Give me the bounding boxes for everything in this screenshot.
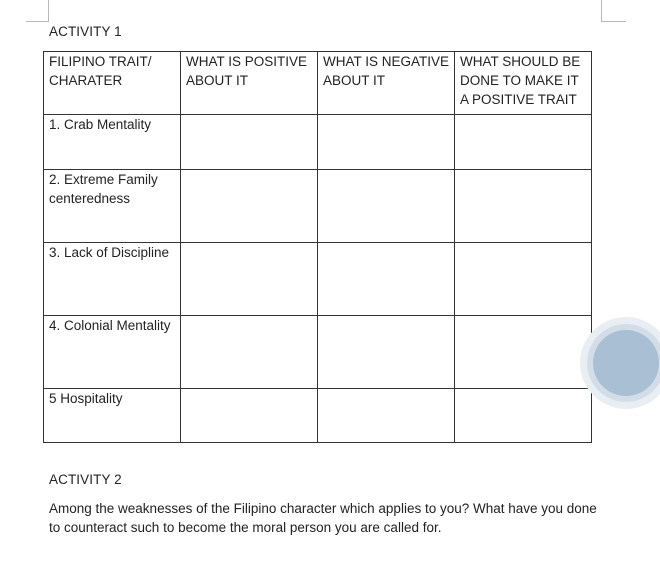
action-answer-cell[interactable] — [455, 243, 592, 316]
action-answer-cell[interactable] — [455, 115, 592, 170]
header-positive: WHAT IS POSITIVE ABOUT IT — [181, 52, 318, 115]
activity-2-heading: ACTIVITY 2 — [49, 472, 122, 487]
crop-mark-top-right — [601, 0, 626, 22]
table-header-row — [44, 52, 592, 115]
trait-cell: 4. Colonial Mentality — [44, 316, 181, 389]
positive-answer-cell[interactable] — [181, 316, 318, 389]
action-answer-cell[interactable] — [455, 170, 592, 243]
negative-answer-cell[interactable] — [318, 243, 455, 316]
decorative-circle-icon — [593, 330, 659, 396]
activity-1-table — [43, 51, 592, 443]
positive-answer-cell[interactable] — [181, 170, 318, 243]
positive-answer-cell[interactable] — [181, 243, 318, 316]
table-row — [44, 389, 592, 443]
trait-cell: 2. Extreme Family centeredness — [44, 170, 181, 243]
positive-answer-cell[interactable] — [181, 115, 318, 170]
trait-cell: 3. Lack of Discipline — [44, 243, 181, 316]
positive-answer-cell[interactable] — [181, 389, 318, 443]
trait-cell: 1. Crab Mentality — [44, 115, 181, 170]
header-negative: WHAT IS NEGATIVE ABOUT IT — [318, 52, 455, 115]
table-row — [44, 115, 592, 170]
header-trait: FILIPINO TRAIT/ CHARATER — [44, 52, 181, 115]
header-action: WHAT SHOULD BE DONE TO MAKE IT A POSITIVE TRAIT — [455, 52, 592, 115]
action-answer-cell[interactable] — [455, 389, 592, 443]
table-row — [44, 243, 592, 316]
activity-2-question: Among the weaknesses of the Filipino character which applies to you? What have you done to counteract such to become the moral person you are called for. — [49, 501, 597, 535]
negative-answer-cell[interactable] — [318, 170, 455, 243]
negative-answer-cell[interactable] — [318, 316, 455, 389]
negative-answer-cell[interactable] — [318, 115, 455, 170]
activity-1-heading: ACTIVITY 1 — [49, 24, 122, 39]
table-row — [44, 316, 592, 389]
negative-answer-cell[interactable] — [318, 389, 455, 443]
trait-cell: 5 Hospitality — [44, 389, 181, 443]
action-answer-cell[interactable] — [455, 316, 592, 389]
table-row — [44, 170, 592, 243]
crop-mark-top-left — [26, 0, 49, 22]
